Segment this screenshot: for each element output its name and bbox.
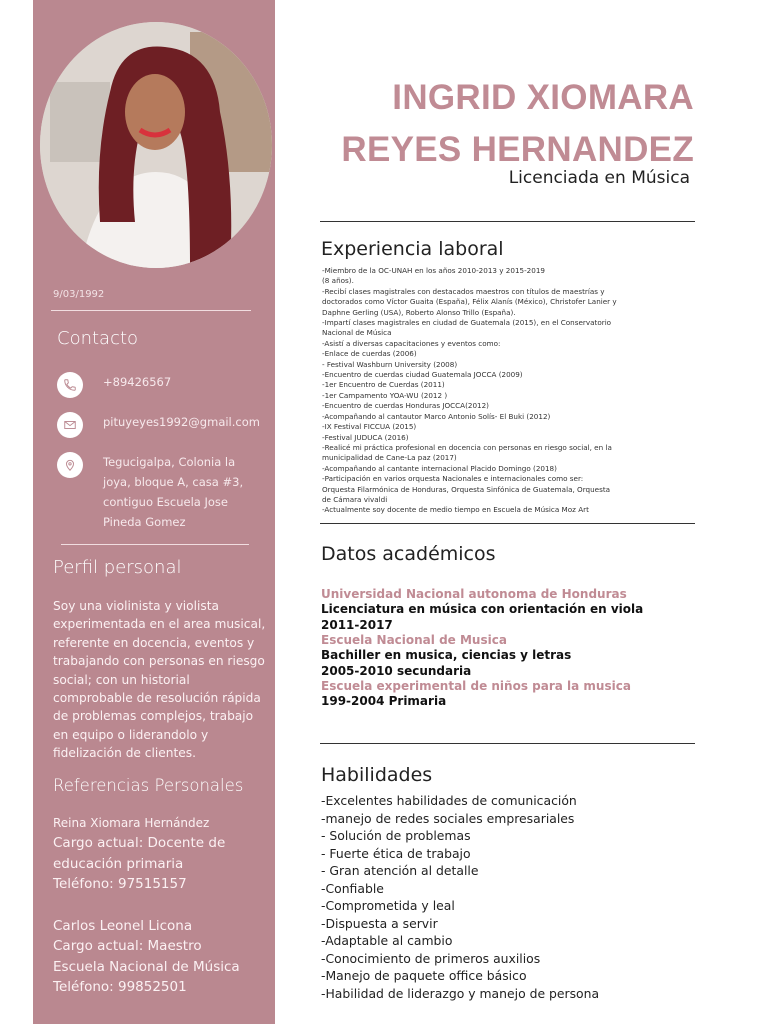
- experience-line: -IX Festival FICCUA (2015): [322, 422, 417, 432]
- profile-heading: Perfil personal: [53, 557, 182, 578]
- academic-degree: 199-2004 Primaria: [321, 694, 447, 708]
- skill-item: -Excelentes habilidades de comunicación: [321, 793, 577, 808]
- address-line: joya, bloque A, casa #3,: [103, 475, 244, 489]
- experience-line: municipalidad de Cane-La paz (2017): [322, 453, 457, 463]
- experience-line: -Enlace de cuerdas (2006): [322, 349, 417, 359]
- reference-line: Teléfono: 99852501: [53, 979, 187, 995]
- experience-heading: Experiencia laboral: [321, 238, 504, 260]
- experience-line: doctorados como Víctor Guaita (España), Félix Alanís (México), Christofer Lanier y: [322, 297, 617, 307]
- reference-name: Reina Xiomara Hernández: [53, 816, 210, 830]
- experience-line: -Impartí clases magistrales en ciudad de Guatemala (2015), en el Conservatorio: [322, 318, 612, 328]
- references-heading: Referencias Personales: [53, 776, 244, 795]
- profession-title: Licenciada en Música: [508, 168, 690, 188]
- location-pin-icon: [57, 452, 83, 478]
- academic-degree: Licenciatura en música con orientación en viola: [321, 602, 644, 616]
- reference-line: educación primaria: [53, 855, 184, 872]
- address-line: contiguo Escuela Jose: [103, 495, 228, 509]
- experience-line: (8 años).: [322, 276, 354, 286]
- reference-item: [53, 814, 273, 895]
- contact-email[interactable]: pituyeyes1992@gmail.com: [103, 415, 260, 429]
- academic-degree: Bachiller en musica, ciencias y letras: [321, 648, 572, 662]
- skill-item: -Comprometida y leal: [321, 898, 455, 913]
- contact-heading: Contacto: [57, 328, 139, 349]
- experience-line: -1er Campamento YOA-WU (2012 ): [322, 390, 448, 400]
- academic-institution: Universidad Nacional autonoma de Honduras: [321, 587, 627, 601]
- experience-line: -Miembro de la OC-UNAH en los años 2010-2013 y 2015-2019: [322, 266, 545, 275]
- experience-line: Orquesta Filarmónica de Honduras, Orquesta Sinfónica de Guatemala, Orquesta: [322, 484, 611, 494]
- divider: [51, 310, 251, 311]
- skills-list: [321, 792, 721, 1002]
- address-line: Pineda Gomez: [103, 515, 186, 529]
- experience-line: -Recibí clases magistrales con destacados maestros con títulos de maestrías y: [322, 286, 605, 296]
- divider: [320, 221, 695, 222]
- academic-years: 2011-2017: [321, 617, 393, 632]
- contact-phone: +89426567: [103, 375, 172, 389]
- reference-line: Cargo actual: Maestro: [53, 938, 202, 954]
- experience-line: -Asistí a diversas capacitaciones y eventos como:: [322, 338, 501, 348]
- experience-line: -Actualmente soy docente de medio tiempo en Escuela de Música Moz Art: [322, 505, 589, 515]
- experience-line: - Festival Washburn University (2008): [322, 359, 458, 369]
- skill-item: - Gran atención al detalle: [321, 863, 479, 878]
- academic-institution: Escuela Nacional de Musica: [321, 633, 507, 647]
- experience-line: Nacional de Música: [322, 328, 392, 338]
- divider: [320, 743, 695, 744]
- academic-institution: Escuela experimental de niños para la musica: [321, 679, 631, 693]
- skills-heading: Habilidades: [321, 764, 433, 786]
- reference-item: [53, 916, 273, 998]
- contact-address-row: [57, 452, 243, 532]
- skill-item: -Conocimiento de primeros auxilios: [321, 950, 541, 966]
- references-list: [53, 814, 273, 998]
- sidebar: [33, 0, 275, 1024]
- phone-icon: [57, 372, 83, 398]
- skill-item: - Solución de problemas: [321, 828, 471, 843]
- experience-line: -Participación en varios orquesta Nacionales e internacionales como ser:: [322, 474, 584, 484]
- experience-line: Daphne Gerling (USA), Roberto Alonso Trillo (España).: [322, 307, 516, 317]
- name-line: INGRID XIOMARA: [392, 78, 694, 117]
- experience-line: -Realicé mi práctica profesional en docencia con personas en riesgo social, en la: [322, 442, 612, 452]
- experience-line: -Acompañando al cantante internacional Placido Domingo (2018): [322, 463, 557, 473]
- experience-line: -Acompañando al cantautor Marco Antonio Solís- El Buki (2012): [322, 411, 551, 421]
- skill-item: -Dispuesta a servir: [321, 915, 438, 931]
- divider: [320, 523, 695, 524]
- name-line: REYES HERNANDEZ: [341, 130, 694, 169]
- skill-item: -Manejo de paquete office básico: [321, 968, 527, 983]
- address-line: Tegucigalpa, Colonia la: [103, 455, 236, 469]
- academic-heading: Datos académicos: [321, 543, 496, 565]
- experience-list: [322, 266, 622, 516]
- experience-line: de Cámara vivaldi: [322, 494, 388, 504]
- skill-item: -Habilidad de liderazgo y manejo de persona: [321, 985, 600, 1001]
- experience-line: -1er Encuentro de Cuerdas (2011): [322, 380, 445, 390]
- reference-name: Carlos Leonel Licona: [53, 917, 193, 934]
- reference-line: Cargo actual: Docente de: [53, 835, 226, 851]
- skill-item: -manejo de redes sociales empresariales: [321, 810, 575, 826]
- profile-text: Soy una violinista y violista experimentada en el area musical, referente en docencia, eventos y trabajando con personas en riesgo social; con un historial comprobable de resolución rápida de problemas complejos, trabajo en equipo o liderandolo y fidelización de clientes.: [53, 599, 266, 761]
- academic-years: 2005-2010 secundaria: [321, 663, 472, 678]
- contact-email-row: [57, 412, 260, 438]
- reference-line: Escuela Nacional de Música: [53, 958, 240, 975]
- contact-phone-row: [57, 372, 171, 398]
- birthdate: 9/03/1992: [53, 289, 105, 300]
- skill-item: -Confiable: [321, 880, 384, 896]
- profile-photo: [40, 22, 272, 268]
- divider: [61, 544, 249, 545]
- experience-line: -Encuentro de cuerdas Honduras JOCCA(2012): [322, 401, 489, 411]
- mail-icon: [57, 412, 83, 438]
- skill-item: -Adaptable al cambio: [321, 933, 453, 948]
- skill-item: - Fuerte ética de trabajo: [321, 845, 471, 861]
- academic-list: [321, 587, 701, 710]
- contact-address: [103, 452, 243, 532]
- full-name: [341, 72, 694, 176]
- reference-line: Teléfono: 97515157: [53, 876, 187, 892]
- experience-line: -Encuentro de cuerdas ciudad Guatemala JOCCA (2009): [322, 370, 523, 380]
- experience-line: -Festival JUDUCA (2016): [322, 432, 409, 442]
